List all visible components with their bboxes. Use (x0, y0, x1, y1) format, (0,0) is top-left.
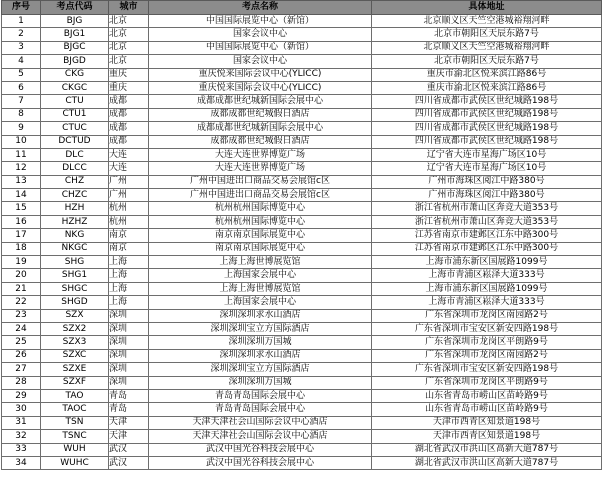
cell-site-name[interactable]: 上海上海世博展览馆 (149, 282, 372, 295)
cell-city[interactable]: 上海 (109, 256, 149, 269)
table-row (2, 108, 602, 121)
cell-code[interactable]: CKG (41, 68, 109, 81)
table-row (2, 41, 602, 54)
cell-no[interactable]: 20 (2, 269, 41, 282)
cell-no[interactable]: 13 (2, 175, 41, 188)
cell-site-name[interactable]: 深圳深圳万国城 (149, 336, 372, 349)
cell-site-name[interactable]: 中国国际展览中心（新馆） (149, 15, 372, 28)
cell-code[interactable]: DLCC (41, 162, 109, 175)
cell-address[interactable]: 上海市青浦区崧泽大道333号 (372, 296, 602, 309)
table-row (2, 229, 602, 242)
cell-code[interactable]: BJG1 (41, 28, 109, 41)
cell-no[interactable]: 11 (2, 148, 41, 161)
cell-address[interactable]: 湖北省武汉市洪山区高新大道787号 (372, 456, 602, 469)
cell-city[interactable]: 深圳 (109, 336, 149, 349)
cell-address[interactable]: 广东省深圳市宝安区新安四路198号 (372, 363, 602, 376)
cell-city[interactable]: 深圳 (109, 309, 149, 322)
cell-address[interactable]: 四川省成都市武侯区世纪城路198号 (372, 135, 602, 148)
cell-no[interactable]: 26 (2, 349, 41, 362)
table-row (2, 189, 602, 202)
cell-no[interactable]: 23 (2, 309, 41, 322)
table-row (2, 349, 602, 362)
cell-no[interactable]: 22 (2, 296, 41, 309)
cell-no[interactable]: 30 (2, 403, 41, 416)
cell-no[interactable]: 12 (2, 162, 41, 175)
header-address[interactable]: 具体地址 (372, 1, 602, 15)
cell-site-name[interactable]: 武汉中国光谷科技会展中心 (149, 443, 372, 456)
cell-code[interactable]: BJGD (41, 55, 109, 68)
cell-site-name[interactable]: 深圳深圳求水山酒店 (149, 349, 372, 362)
cell-city[interactable]: 杭州 (109, 215, 149, 228)
cell-code[interactable]: HZH (41, 202, 109, 215)
header-row (2, 1, 602, 15)
cell-city[interactable]: 重庆 (109, 81, 149, 94)
table-row (2, 282, 602, 295)
cell-address[interactable]: 上海市浦东新区国展路1099号 (372, 256, 602, 269)
header-name[interactable]: 考点名称 (149, 1, 372, 15)
cell-site-name[interactable]: 广州中国进出口商品交易会展馆c区 (149, 175, 372, 188)
table-row (2, 148, 602, 161)
table-row (2, 403, 602, 416)
table-row (2, 162, 602, 175)
table-row (2, 81, 602, 94)
cell-site-name[interactable]: 深圳深圳宝立方国际酒店 (149, 322, 372, 335)
cell-code[interactable]: SZXF (41, 376, 109, 389)
cell-code[interactable]: SHGC (41, 282, 109, 295)
cell-city[interactable]: 南京 (109, 229, 149, 242)
cell-address[interactable]: 上海市浦东新区国展路1099号 (372, 282, 602, 295)
cell-no[interactable]: 7 (2, 95, 41, 108)
cell-city[interactable]: 深圳 (109, 322, 149, 335)
cell-no[interactable]: 2 (2, 28, 41, 41)
cell-site-name[interactable]: 重庆悦来国际会议中心(YLICC) (149, 81, 372, 94)
cell-code[interactable]: DLC (41, 148, 109, 161)
cell-city[interactable]: 深圳 (109, 349, 149, 362)
cell-site-name[interactable]: 成都成都世纪城假日酒店 (149, 135, 372, 148)
cell-address[interactable]: 广州市海珠区阅江中路380号 (372, 189, 602, 202)
cell-code[interactable]: BJG (41, 15, 109, 28)
cell-no[interactable]: 9 (2, 122, 41, 135)
cell-site-name[interactable]: 南京南京国际展览中心 (149, 229, 372, 242)
cell-address[interactable]: 江苏省南京市建邺区江东中路300号 (372, 229, 602, 242)
cell-address[interactable]: 广东省深圳市龙岗区南园路2号 (372, 349, 602, 362)
cell-no[interactable]: 34 (2, 456, 41, 469)
cell-code[interactable]: NKG (41, 229, 109, 242)
cell-code[interactable]: CHZ (41, 175, 109, 188)
cell-code[interactable]: TSN (41, 416, 109, 429)
cell-no[interactable]: 10 (2, 135, 41, 148)
cell-city[interactable]: 天津 (109, 416, 149, 429)
cell-site-name[interactable]: 天津天津社会山国际会议中心酒店 (149, 430, 372, 443)
cell-city[interactable]: 深圳 (109, 363, 149, 376)
cell-address[interactable]: 天津市西青区知景道198号 (372, 430, 602, 443)
cell-no[interactable]: 18 (2, 242, 41, 255)
cell-no[interactable]: 21 (2, 282, 41, 295)
cell-no[interactable]: 24 (2, 322, 41, 335)
cell-code[interactable]: CKGC (41, 81, 109, 94)
cell-code[interactable]: WUH (41, 443, 109, 456)
cell-site-name[interactable]: 国家会议中心 (149, 28, 372, 41)
table-row (2, 135, 602, 148)
cell-city[interactable]: 南京 (109, 242, 149, 255)
table-row (2, 296, 602, 309)
cell-site-name[interactable]: 成都成都世纪城假日酒店 (149, 108, 372, 121)
cell-code[interactable]: WUHC (41, 456, 109, 469)
cell-site-name[interactable]: 青岛青岛国际会展中心 (149, 403, 372, 416)
cell-address[interactable]: 上海市青浦区崧泽大道333号 (372, 269, 602, 282)
cell-site-name[interactable]: 上海国家会展中心 (149, 269, 372, 282)
table-row (2, 202, 602, 215)
cell-code[interactable]: SHG1 (41, 269, 109, 282)
cell-site-name[interactable]: 杭州杭州国际博览中心 (149, 215, 372, 228)
cell-address[interactable]: 四川省成都市武侯区世纪城路198号 (372, 95, 602, 108)
cell-site-name[interactable]: 大连大连世界博览广场 (149, 162, 372, 175)
cell-address[interactable]: 广州市海珠区阅江中路380号 (372, 175, 602, 188)
cell-site-name[interactable]: 广州中国进出口商品交易会展馆c区 (149, 189, 372, 202)
cell-code[interactable]: SHG (41, 256, 109, 269)
cell-address[interactable]: 北京市朝阳区天辰东路7号 (372, 28, 602, 41)
table-row (2, 363, 602, 376)
cell-code[interactable]: SHGD (41, 296, 109, 309)
table-row (2, 309, 602, 322)
cell-address[interactable]: 重庆市渝北区悦来滨江路86号 (372, 68, 602, 81)
cell-code[interactable]: NKGC (41, 242, 109, 255)
cell-no[interactable]: 3 (2, 41, 41, 54)
cell-code[interactable]: TAO (41, 389, 109, 402)
cell-city[interactable]: 重庆 (109, 68, 149, 81)
cell-no[interactable]: 32 (2, 430, 41, 443)
cell-site-name[interactable]: 重庆悦来国际会议中心(YLICC) (149, 68, 372, 81)
cell-city[interactable]: 上海 (109, 282, 149, 295)
cell-site-name[interactable]: 上海国家会展中心 (149, 296, 372, 309)
table-row (2, 322, 602, 335)
table-row (2, 336, 602, 349)
cell-site-name[interactable]: 成都成都世纪城新国际会展中心 (149, 95, 372, 108)
cell-city[interactable]: 广州 (109, 189, 149, 202)
cell-city[interactable]: 上海 (109, 296, 149, 309)
cell-site-name[interactable]: 大连大连世界博览广场 (149, 148, 372, 161)
cell-address[interactable]: 四川省成都市武侯区世纪城路198号 (372, 108, 602, 121)
cell-site-name[interactable]: 国家会议中心 (149, 55, 372, 68)
table-row (2, 430, 602, 443)
table-row (2, 242, 602, 255)
cell-address[interactable]: 江苏省南京市建邺区江东中路300号 (372, 242, 602, 255)
cell-city[interactable]: 北京 (109, 28, 149, 41)
spreadsheet-view (1, 0, 602, 470)
cell-address[interactable]: 广东省深圳市龙岗区平朗路9号 (372, 336, 602, 349)
cell-site-name[interactable]: 深圳深圳万国城 (149, 376, 372, 389)
cell-no[interactable]: 6 (2, 81, 41, 94)
cell-no[interactable]: 5 (2, 68, 41, 81)
cell-no[interactable]: 33 (2, 443, 41, 456)
cell-city[interactable]: 青岛 (109, 389, 149, 402)
cell-site-name[interactable]: 杭州杭州国际博览中心 (149, 202, 372, 215)
table-row (2, 389, 602, 402)
cell-site-name[interactable]: 深圳深圳宝立方国际酒店 (149, 363, 372, 376)
cell-code[interactable]: BJGC (41, 41, 109, 54)
table-row (2, 122, 602, 135)
cell-site-name[interactable]: 成都成都世纪城新国际会展中心 (149, 122, 372, 135)
cell-city[interactable]: 广州 (109, 175, 149, 188)
cell-address[interactable]: 北京市朝阳区天辰东路7号 (372, 55, 602, 68)
cell-city[interactable]: 武汉 (109, 443, 149, 456)
cell-city[interactable]: 北京 (109, 15, 149, 28)
cell-site-name[interactable]: 中国国际展览中心（新馆） (149, 41, 372, 54)
cell-address[interactable]: 浙江省杭州市萧山区奔竞大道353号 (372, 202, 602, 215)
cell-no[interactable]: 31 (2, 416, 41, 429)
cell-code[interactable]: SZXC (41, 349, 109, 362)
cell-address[interactable]: 浙江省杭州市萧山区奔竞大道353号 (372, 215, 602, 228)
cell-code[interactable]: SZX (41, 309, 109, 322)
cell-code[interactable]: SZX2 (41, 322, 109, 335)
cell-code[interactable]: CTU1 (41, 108, 109, 121)
cell-site-name[interactable]: 武汉中国光谷科技会展中心 (149, 456, 372, 469)
cell-no[interactable]: 17 (2, 229, 41, 242)
cell-no[interactable]: 4 (2, 55, 41, 68)
table-row (2, 456, 602, 469)
cell-site-name[interactable]: 上海上海世博展览馆 (149, 256, 372, 269)
exam-sites-table (1, 0, 602, 470)
table-row (2, 443, 602, 456)
cell-code[interactable]: DCTUD (41, 135, 109, 148)
table-body (2, 15, 602, 470)
cell-city[interactable]: 成都 (109, 95, 149, 108)
cell-code[interactable]: TSNC (41, 430, 109, 443)
cell-address[interactable]: 广东省深圳市龙岗区平朗路9号 (372, 376, 602, 389)
cell-city[interactable]: 青岛 (109, 403, 149, 416)
table-row (2, 416, 602, 429)
cell-city[interactable]: 大连 (109, 148, 149, 161)
cell-city[interactable]: 杭州 (109, 202, 149, 215)
cell-address[interactable]: 湖北省武汉市洪山区高新大道787号 (372, 443, 602, 456)
cell-city[interactable]: 北京 (109, 55, 149, 68)
cell-site-name[interactable]: 南京南京国际展览中心 (149, 242, 372, 255)
table-row (2, 28, 602, 41)
cell-city[interactable]: 上海 (109, 269, 149, 282)
table-row (2, 68, 602, 81)
cell-address[interactable]: 广东省深圳市龙岗区南园路2号 (372, 309, 602, 322)
cell-code[interactable]: SZX3 (41, 336, 109, 349)
cell-no[interactable]: 1 (2, 15, 41, 28)
cell-code[interactable]: TAOC (41, 403, 109, 416)
table-row (2, 269, 602, 282)
cell-site-name[interactable]: 天津天津社会山国际会议中心酒店 (149, 416, 372, 429)
cell-no[interactable]: 16 (2, 215, 41, 228)
table-row (2, 15, 602, 28)
table-row (2, 376, 602, 389)
cell-code[interactable]: CTU (41, 95, 109, 108)
table-row (2, 256, 602, 269)
cell-code[interactable]: HZHZ (41, 215, 109, 228)
cell-site-name[interactable]: 青岛青岛国际会展中心 (149, 389, 372, 402)
cell-code[interactable]: CTUC (41, 122, 109, 135)
table-row (2, 175, 602, 188)
cell-address[interactable]: 重庆市渝北区悦来滨江路86号 (372, 81, 602, 94)
cell-city[interactable]: 北京 (109, 41, 149, 54)
cell-city[interactable]: 武汉 (109, 456, 149, 469)
cell-no[interactable]: 27 (2, 363, 41, 376)
cell-address[interactable]: 山东省青岛市崂山区苗岭路9号 (372, 389, 602, 402)
cell-address[interactable]: 辽宁省大连市星海广场区10号 (372, 148, 602, 161)
cell-city[interactable]: 成都 (109, 108, 149, 121)
cell-city[interactable]: 天津 (109, 430, 149, 443)
cell-no[interactable]: 28 (2, 376, 41, 389)
cell-no[interactable]: 14 (2, 189, 41, 202)
cell-no[interactable]: 15 (2, 202, 41, 215)
cell-no[interactable]: 25 (2, 336, 41, 349)
cell-code[interactable]: CHZC (41, 189, 109, 202)
table-row (2, 95, 602, 108)
cell-no[interactable]: 19 (2, 256, 41, 269)
cell-address[interactable]: 北京顺义区天竺空港城裕翔河畔 (372, 41, 602, 54)
cell-no[interactable]: 29 (2, 389, 41, 402)
table-row (2, 215, 602, 228)
cell-site-name[interactable]: 深圳深圳求水山酒店 (149, 309, 372, 322)
cell-city[interactable]: 大连 (109, 162, 149, 175)
cell-city[interactable]: 成都 (109, 122, 149, 135)
header-city[interactable]: 城市 (109, 1, 149, 15)
cell-code[interactable]: SZXE (41, 363, 109, 376)
table-row (2, 55, 602, 68)
cell-no[interactable]: 8 (2, 108, 41, 121)
cell-city[interactable]: 深圳 (109, 376, 149, 389)
cell-address[interactable]: 天津市西青区知景道198号 (372, 416, 602, 429)
cell-address[interactable]: 北京顺义区天竺空港城裕翔河畔 (372, 15, 602, 28)
cell-city[interactable]: 成都 (109, 135, 149, 148)
header-no[interactable]: 序号 (2, 1, 41, 15)
cell-address[interactable]: 辽宁省大连市星海广场区10号 (372, 162, 602, 175)
cell-address[interactable]: 山东省青岛市崂山区苗岭路9号 (372, 403, 602, 416)
cell-address[interactable]: 四川省成都市武侯区世纪城路198号 (372, 122, 602, 135)
cell-address[interactable]: 广东省深圳市宝安区新安四路198号 (372, 322, 602, 335)
header-code[interactable]: 考点代码 (41, 1, 109, 15)
